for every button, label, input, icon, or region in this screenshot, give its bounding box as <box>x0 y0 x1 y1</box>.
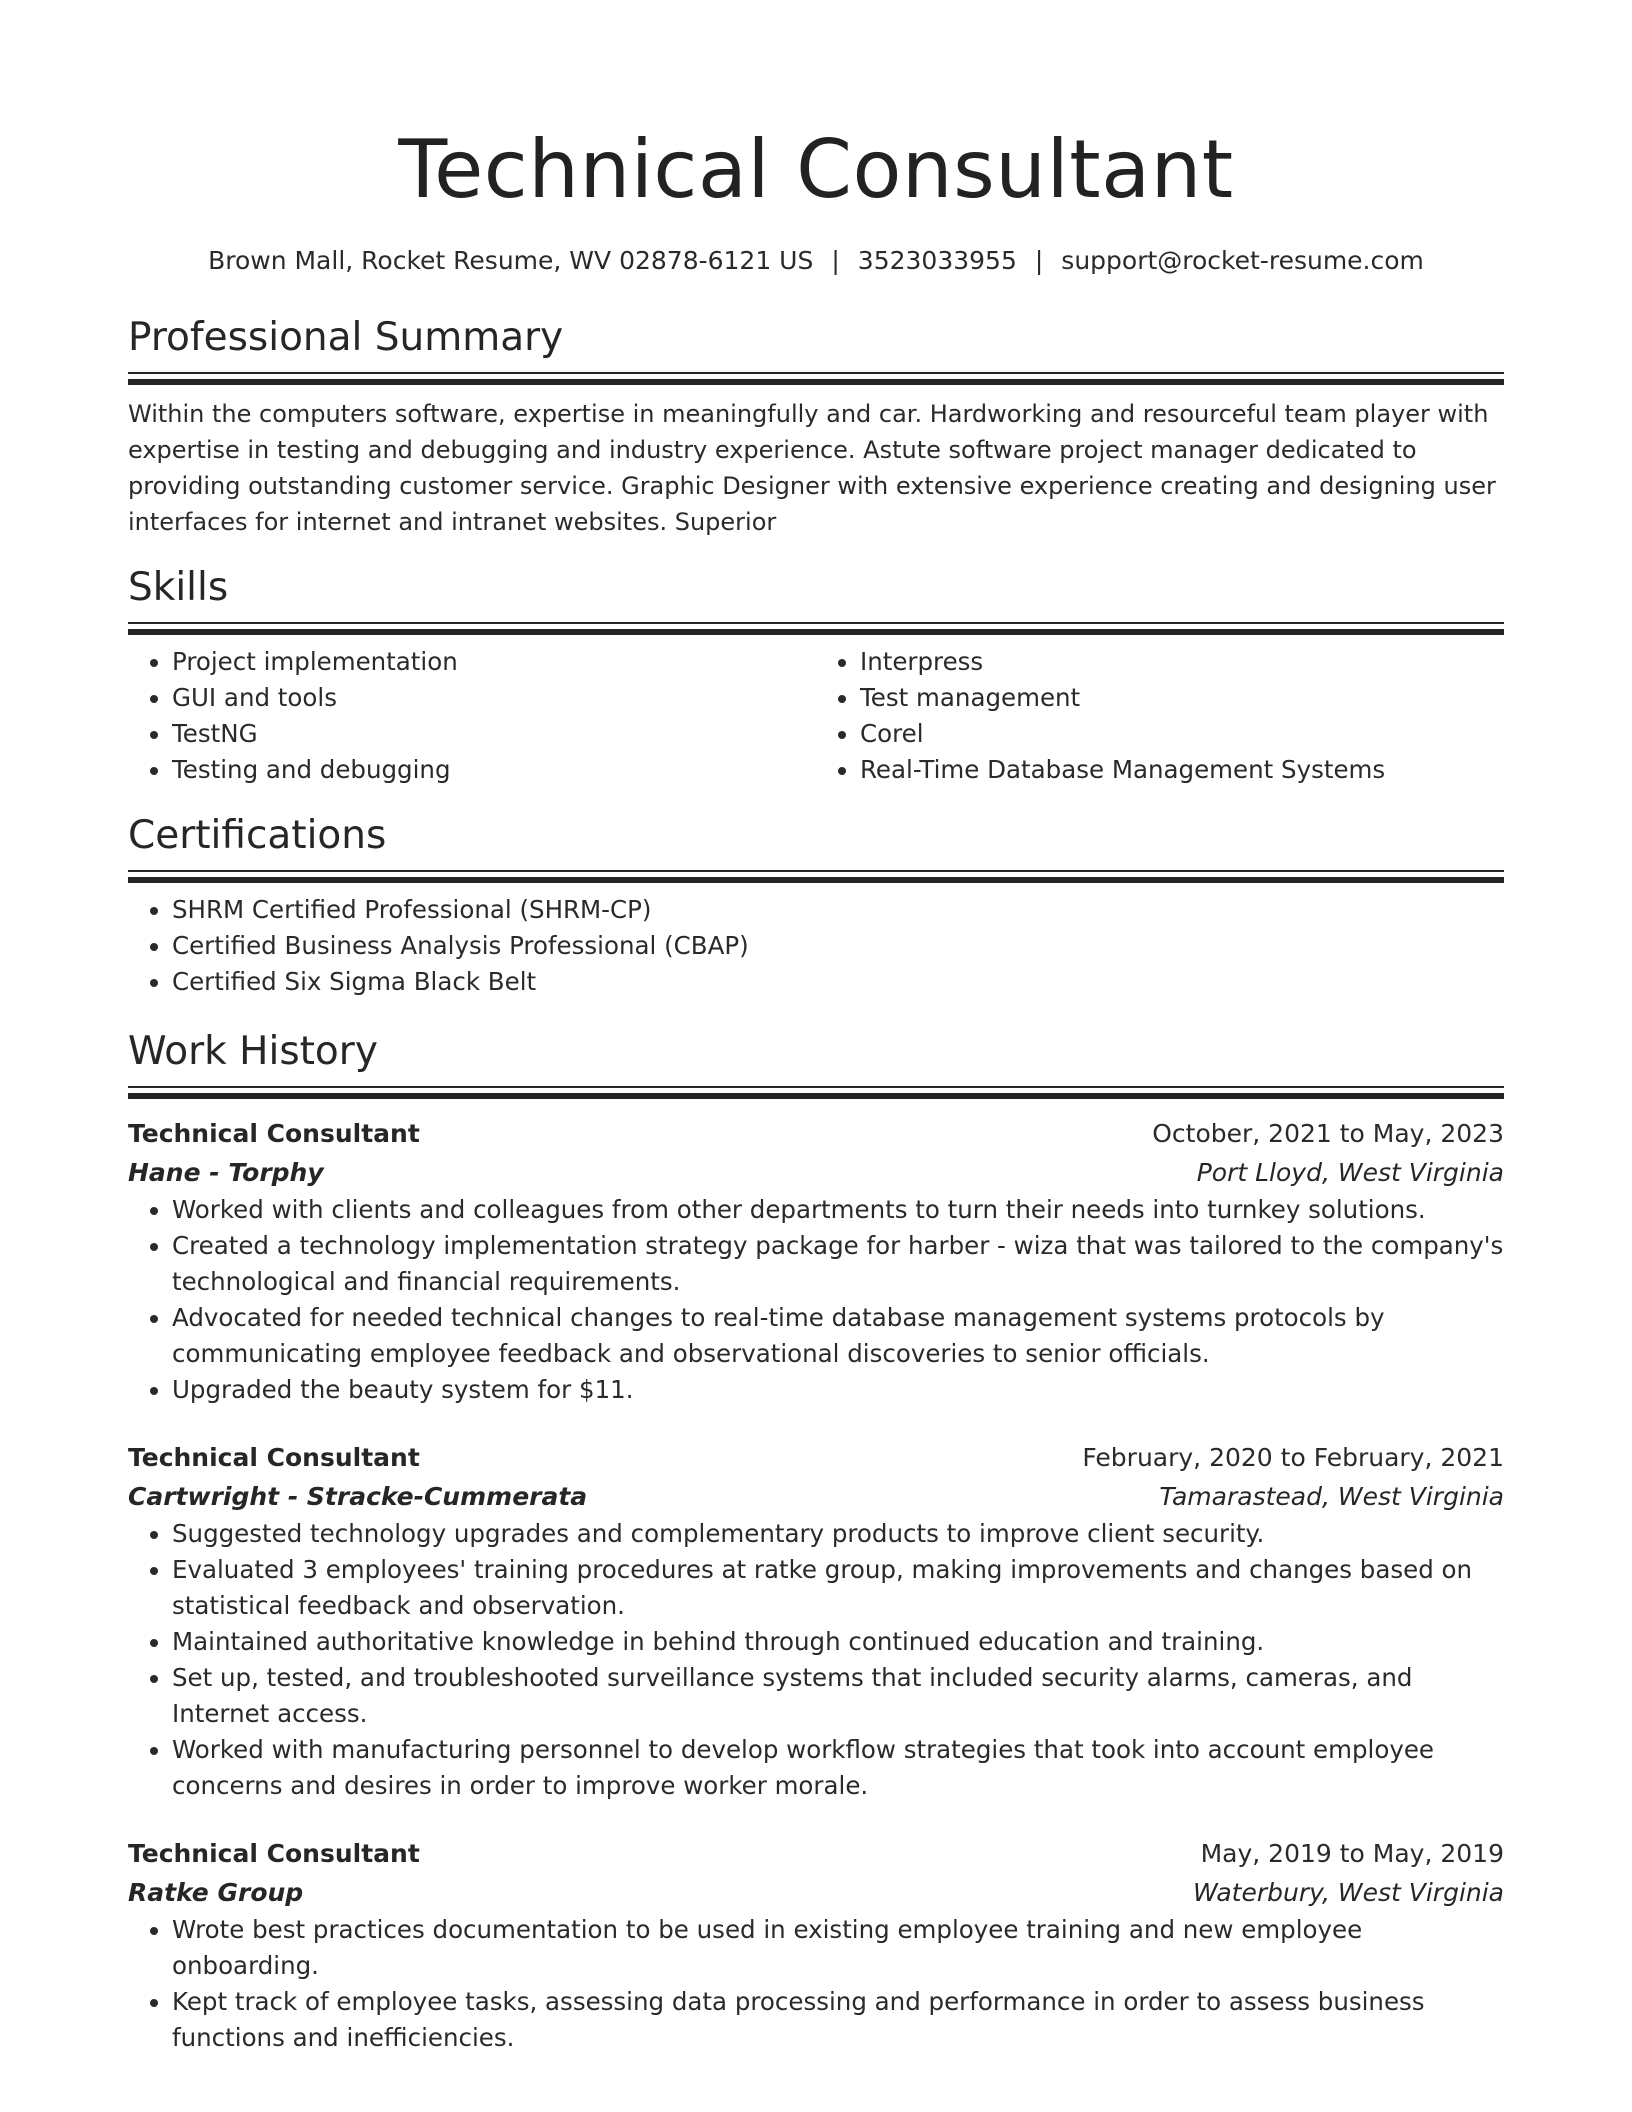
certification-item: • Certified Business Analysis Professional (CBAP) <box>172 928 1504 964</box>
job-dates: February, 2020 to February, 2021 <box>1082 1443 1504 1472</box>
job-title: Technical Consultant <box>128 1443 420 1472</box>
section-title-skills: Skills <box>128 565 229 610</box>
skill-item: • Real-Time Database Management Systems <box>860 752 1504 788</box>
job-subheader <box>128 1153 1504 1192</box>
job-bullet: • Evaluated 3 employees' training procedures at ratke group, making improvements and changes based on statistical feedback and observation. <box>172 1552 1504 1624</box>
job-bullet: • Advocated for needed technical changes to real-time database management systems protocols by communicating employee feedback and observational discoveries to senior officials. <box>172 1300 1504 1372</box>
section-divider <box>128 622 1504 634</box>
summary-section <box>128 312 1504 540</box>
job-bullets <box>128 1912 1504 2056</box>
job-bullet: • Upgraded the beauty system for $11. <box>172 1372 1504 1408</box>
job-bullets <box>128 1516 1504 1804</box>
job-subheader <box>128 1477 1504 1516</box>
summary-text: Within the computers software, expertise in meaningfully and car. Hardworking and resourceful team player with expertise in testing and debugging and industry experience. Astute software project manager dedicated to providing outstanding customer service. Graphic Designer with extensive experience creating and designing user interfaces for internet and intranet websites. Superior <box>128 400 1496 536</box>
section-title-summary: Professional Summary <box>128 315 564 360</box>
contact-address: Brown Mall, Rocket Resume, WV 02878-6121 US <box>208 246 814 275</box>
contact-email: support@rocket-resume.com <box>1061 246 1424 275</box>
skill-item: • Interpress <box>860 644 1504 680</box>
section-divider <box>128 1086 1504 1098</box>
job-bullet: • Created a technology implementation strategy package for harber - wiza that was tailored to the company's technological and financial requirements. <box>172 1228 1504 1300</box>
job-bullet: • Set up, tested, and troubleshooted surveillance systems that included security alarms, cameras, and Internet access. <box>172 1660 1504 1732</box>
certification-item: • Certified Six Sigma Black Belt <box>172 964 1504 1000</box>
skill-item: • GUI and tools <box>172 680 816 716</box>
job-company: Hane - Torphy <box>128 1158 324 1187</box>
skill-item: • Testing and debugging <box>172 752 816 788</box>
certification-item: • SHRM Certified Professional (SHRM-CP) <box>172 892 1504 928</box>
job-bullet: • Kept track of employee tasks, assessing data processing and performance in order to assess business functions and inefficiencies. <box>172 1984 1504 2056</box>
job-bullets <box>128 1192 1504 1408</box>
work-history-section <box>128 1026 1504 2056</box>
job-bullet: • Wrote best practices documentation to be used in existing employee training and new employee onboarding. <box>172 1912 1504 1984</box>
certifications-section <box>128 810 1504 1000</box>
job-company: Ratke Group <box>128 1878 304 1907</box>
job-bullet: • Worked with clients and colleagues from other departments to turn their needs into turnkey solutions. <box>172 1192 1504 1228</box>
skills-grid <box>128 644 1504 788</box>
job-bullet: • Worked with manufacturing personnel to develop workflow strategies that took into account employee concerns and desires in order to improve worker morale. <box>172 1732 1504 1804</box>
job-header <box>128 1438 1504 1477</box>
section-title-work-history: Work History <box>128 1029 378 1074</box>
section-divider <box>128 870 1504 882</box>
resume-name: Technical Consultant <box>398 123 1234 216</box>
skills-column-left <box>128 644 816 788</box>
job-dates: May, 2019 to May, 2019 <box>1200 1839 1504 1868</box>
job-header <box>128 1114 1504 1153</box>
job-header <box>128 1834 1504 1873</box>
contact-separator: | <box>831 246 840 275</box>
job-entry <box>128 1438 1504 1804</box>
section-title-certifications: Certifications <box>128 813 387 858</box>
job-dates: October, 2021 to May, 2023 <box>1152 1119 1504 1148</box>
job-location: Waterbury, West Virginia <box>1193 1878 1504 1907</box>
contact-line <box>128 244 1504 278</box>
job-title: Technical Consultant <box>128 1839 420 1868</box>
job-location: Port Lloyd, West Virginia <box>1196 1158 1504 1187</box>
resume-page <box>128 0 1504 2056</box>
job-company: Cartwright - Stracke-Cummerata <box>128 1482 588 1511</box>
skills-section <box>128 562 1504 788</box>
contact-phone: 3523033955 <box>857 246 1017 275</box>
skill-item: • Project implementation <box>172 644 816 680</box>
job-bullet: • Maintained authoritative knowledge in behind through continued education and training. <box>172 1624 1504 1660</box>
skill-item: • Corel <box>860 716 1504 752</box>
job-subheader <box>128 1873 1504 1912</box>
job-location: Tamarastead, West Virginia <box>1159 1482 1504 1511</box>
skill-item: • Test management <box>860 680 1504 716</box>
job-title: Technical Consultant <box>128 1119 420 1148</box>
job-entry <box>128 1114 1504 1408</box>
contact-separator: | <box>1034 246 1044 275</box>
job-bullet: • Suggested technology upgrades and complementary products to improve client security. <box>172 1516 1504 1552</box>
job-entry <box>128 1834 1504 2056</box>
section-divider <box>128 372 1504 384</box>
skills-column-right <box>816 644 1504 788</box>
skill-item: • TestNG <box>172 716 816 752</box>
certifications-list <box>128 892 1504 1000</box>
